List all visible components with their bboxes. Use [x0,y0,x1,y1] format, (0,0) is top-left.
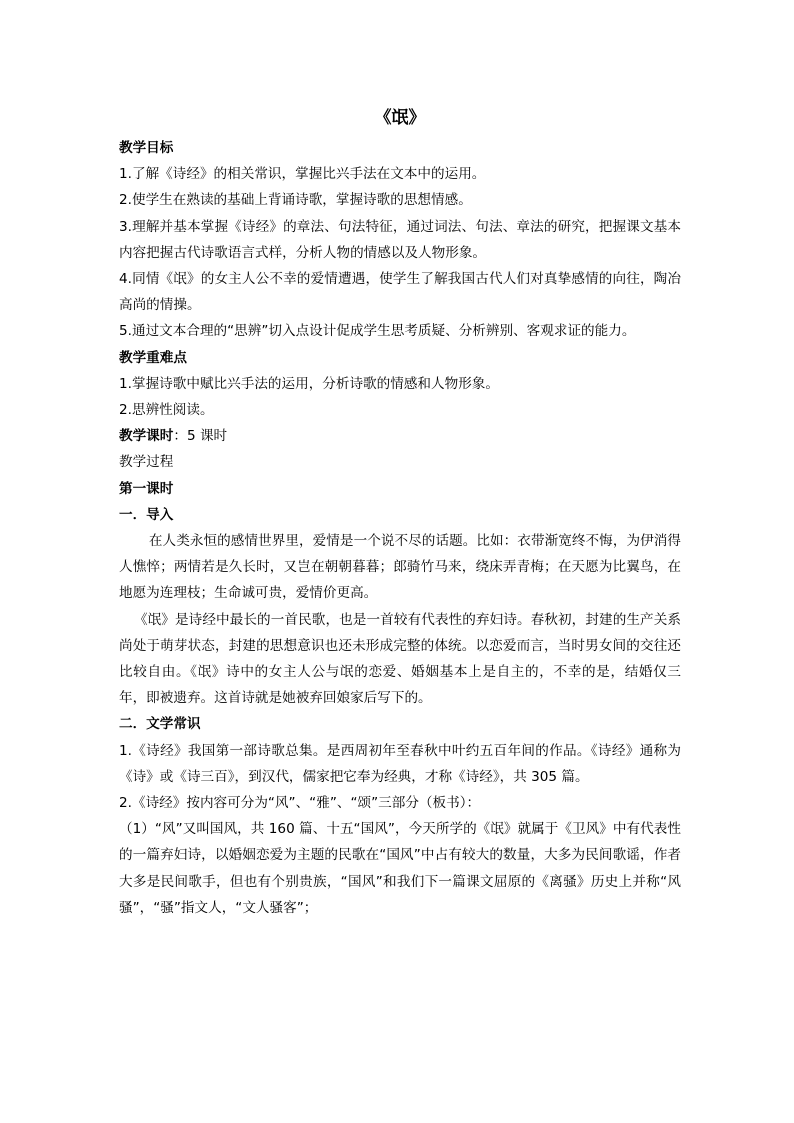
goal-item-1: 1.了解《诗经》的相关常识，掌握比兴手法在文本中的运用。 [119,166,486,183]
document-title: 《氓》 [374,108,426,128]
heading-teaching-goals: 教学目标 [119,140,174,156]
section-intro-heading: 一．导入 [119,506,174,523]
key-point-2: 2.思辨性阅读。 [119,402,214,419]
teaching-hours-value: ：5 课时 [173,428,228,445]
teaching-hours-label: 教学课时 [119,428,174,445]
lesson-one-heading: 第一课时 [119,480,174,497]
literature-paragraph-3: （1）“风”又叫国风，共 160 篇、十五“国风”，今天所学的《氓》就属于《卫风》中有代表性的一篇弃妇诗，以婚姻恋爱为主题的民歌在“国风”中占有较大的数量，大多为民间歌谣，作者大多是民间歌手，但也有个别贵族，“国风”和我们下一篇课文屈原的《离骚》历史上并称“风骚”，“骚”指文人，“文人骚客”； [119,821,681,916]
teaching-hours [119,423,681,449]
goal-item-4: 4.同情《氓》的女主人公不幸的爱情遭遇，使学生了解我国古代人们对真挚感情的向往，陶冶高尚的情操。 [119,271,681,314]
goal-item-5: 5.通过文本合理的“思辨”切入点设计促成学生思考质疑、分析辨别、客观求证的能力。 [119,323,636,340]
goal-item-2: 2.使学生在熟读的基础上背诵诗歌，掌握诗歌的思想情感。 [119,192,472,209]
literature-paragraph-1: 1.《诗经》我国第一部诗歌总集。是西周初年至春秋中叶约五百年间的作品。《诗经》通称为《诗》或《诗三百》，到汉代，儒家把它奉为经典，才称《诗经》，共 305 篇。 [119,742,681,785]
intro-paragraph-2: 《氓》是诗经中最长的一首民歌，也是一首较有代表性的弃妇诗。春秋初，封建的生产关系尚处于萌芽状态，封建的思想意识也还未形成完整的体统。以恋爱而言，当时男女间的交往还比较自由。《氓》诗中的女主人公与氓的恋爱、婚姻基本上是自主的，不幸的是，结婚仅三年，即被遗弃。这首诗就是她被弃回娘家后写下的。 [119,611,681,707]
teaching-process-label: 教学过程 [119,454,174,471]
literature-paragraph-2: 2.《诗经》按内容可分为“风”、“雅”、“颂”三部分（板书）： [119,795,481,812]
key-point-1: 1.掌握诗歌中赋比兴手法的运用，分析诗歌的情感和人物形象。 [119,375,499,392]
goal-item-3: 3.理解并基本掌握《诗经》的章法、句法特征，通过词法、句法、章法的研究，把握课文基本内容把握古代诗歌语言式样，分析人物的情感以及人物形象。 [119,218,681,261]
section-literature-heading: 二．文学常识 [119,716,201,733]
intro-paragraph-1: 在人类永恒的感情世界里，爱情是一个说不尽的话题。比如：衣带渐宽终不悔，为伊消得人憔悴；两情若是久长时，又岂在朝朝暮暮；郎骑竹马来，绕床弄青梅；在天愿为比翼鸟，在地愿为连理枝；生命诚可贵，爱情价更高。 [119,533,681,602]
document-page [119,103,681,921]
heading-key-points: 教学重难点 [119,349,187,366]
